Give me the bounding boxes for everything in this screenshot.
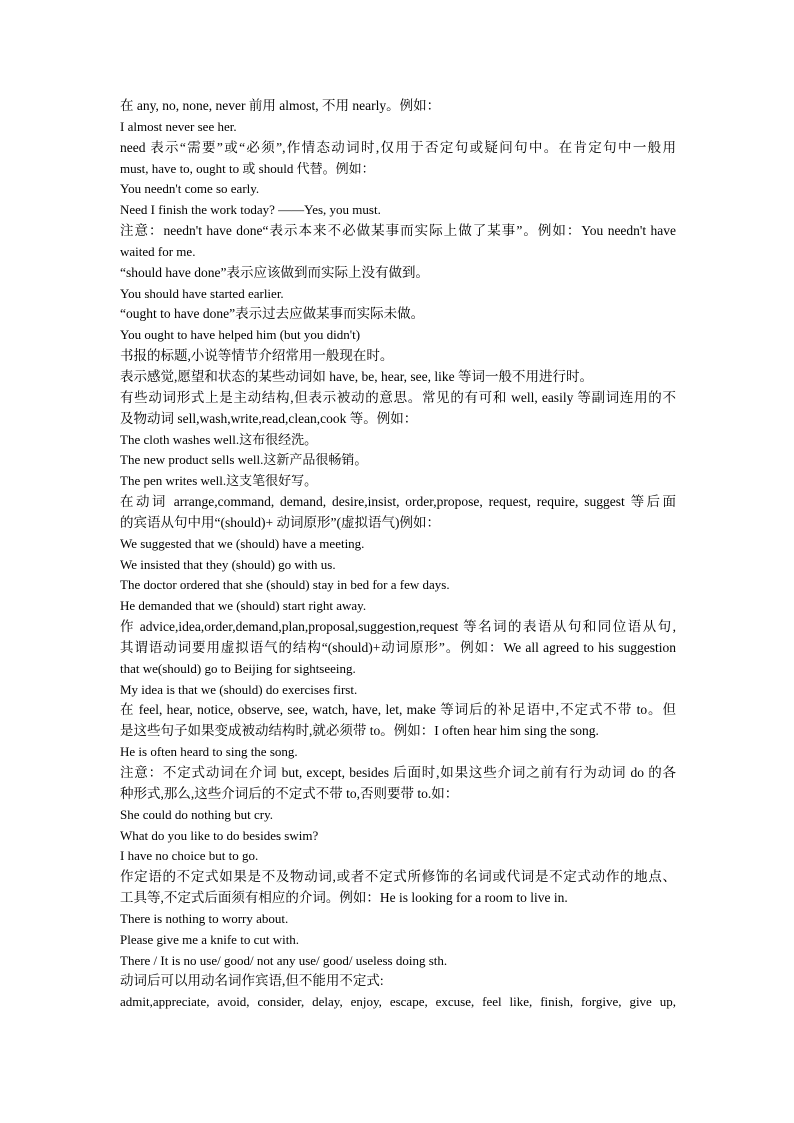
text-line: 书报的标题,小说等情节介绍常用一般现在时。	[120, 348, 394, 364]
text-line: There / It is no use/ good/ not any use/ good/ useless doing sth.	[120, 952, 448, 968]
text-line: that we(should) go to Beijing for sightseeing.	[120, 660, 356, 676]
document-body	[120, 96, 676, 1013]
text-line: The cloth washes well.这布很经洗。	[120, 431, 318, 447]
text-line: 注意：needn't have done“表示本来不必做某事而实际上做了某事”。例如：You needn't have	[120, 223, 676, 239]
text-line: I have no choice but to go.	[120, 848, 259, 864]
text-line: The pen writes well.这支笔很好写。	[120, 473, 318, 489]
text-line: admit,appreciate, avoid, consider, delay, enjoy, escape, excuse, feel like, finish, forgive, give up,	[120, 994, 676, 1010]
text-line: What do you like to do besides swim?	[120, 827, 319, 843]
text-line: He demanded that we (should) start right away.	[120, 598, 367, 614]
text-line: We suggested that we (should) have a meeting.	[120, 535, 365, 551]
text-line: The doctor ordered that she (should) stay in bed for a few days.	[120, 577, 450, 593]
text-line: 动词后可以用动名词作宾语,但不能用不定式:	[120, 973, 384, 989]
text-line: 作 advice,idea,order,demand,plan,proposal,suggestion,request 等名词的表语从句和同位语从句,	[120, 619, 676, 635]
text-line: There is nothing to worry about.	[120, 910, 289, 926]
text-line: 的宾语从句中用“(should)+ 动词原形”(虚拟语气)例如：	[120, 514, 440, 530]
text-line: Need I finish the work today? ——Yes, you must.	[120, 202, 381, 218]
text-line: The new product sells well.这新产品很畅销。	[120, 452, 368, 468]
text-line: 注意：不定式动词在介词 but, except, besides 后面时,如果这些介词之前有行为动词 do 的各	[120, 765, 676, 780]
text-line: “ought to have done”表示过去应做某事而实际未做。	[120, 306, 425, 322]
text-line: 工具等,不定式后面须有相应的介词。例如：He is looking for a room to live in.	[120, 890, 568, 906]
text-line: You ought to have helped him (but you didn't)	[120, 327, 361, 343]
text-line: Please give me a knife to cut with.	[120, 931, 300, 947]
text-line: I almost never see her.	[120, 118, 237, 134]
text-line: My idea is that we (should) do exercises first.	[120, 681, 358, 697]
text-line: She could do nothing but cry.	[120, 806, 273, 822]
text-line: 种形式,那么,这些介词后的不定式不带 to,否则要带 to.如：	[120, 785, 459, 801]
text-line: We insisted that they (should) go with us.	[120, 556, 336, 572]
text-line: waited for me.	[120, 243, 196, 259]
text-line: 在 feel, hear, notice, observe, see, watch, have, let, make 等词后的补足语中,不定式不带 to。但	[120, 702, 676, 718]
text-line: 在 any, no, none, never 前用 almost, 不用 nearly。例如：	[120, 98, 441, 113]
text-line: You should have started earlier.	[120, 285, 284, 301]
text-line: 其谓语动词要用虚拟语气的结构“(should)+动词原形”。例如：We all agreed to his suggestion	[120, 639, 676, 655]
text-line: You needn't come so early.	[120, 181, 260, 197]
text-line: 表示感觉,愿望和状态的某些动词如 have, be, hear, see, like 等词一般不用进行时。	[120, 368, 594, 384]
text-line: must, have to, ought to 或 should 代替。例如：	[120, 160, 375, 176]
text-line: “should have done”表示应该做到而实际上没有做到。	[120, 264, 429, 280]
text-line: 是这些句子如果变成被动结构时,就必须带 to。例如：I often hear him sing the song.	[120, 723, 599, 739]
text-line: 及物动词 sell,wash,write,read,clean,cook 等。例如：	[120, 410, 418, 426]
text-line: 有些动词形式上是主动结构,但表示被动的意思。常见的有可和 well, easily 等副词连用的不	[120, 389, 676, 405]
text-line: 作定语的不定式如果是不及物动词,或者不定式所修饰的名词或代词是不定式动作的地点、	[120, 869, 676, 885]
text-line: He is often heard to sing the song.	[120, 744, 298, 760]
text-line: 在动词 arrange,command, demand, desire,insist, order,propose, request, require, suggest 等后面	[120, 494, 676, 510]
text-line: need 表示“需要”或“必须”,作情态动词时,仅用于否定句或疑问句中。在肯定句中一般用	[120, 139, 676, 155]
